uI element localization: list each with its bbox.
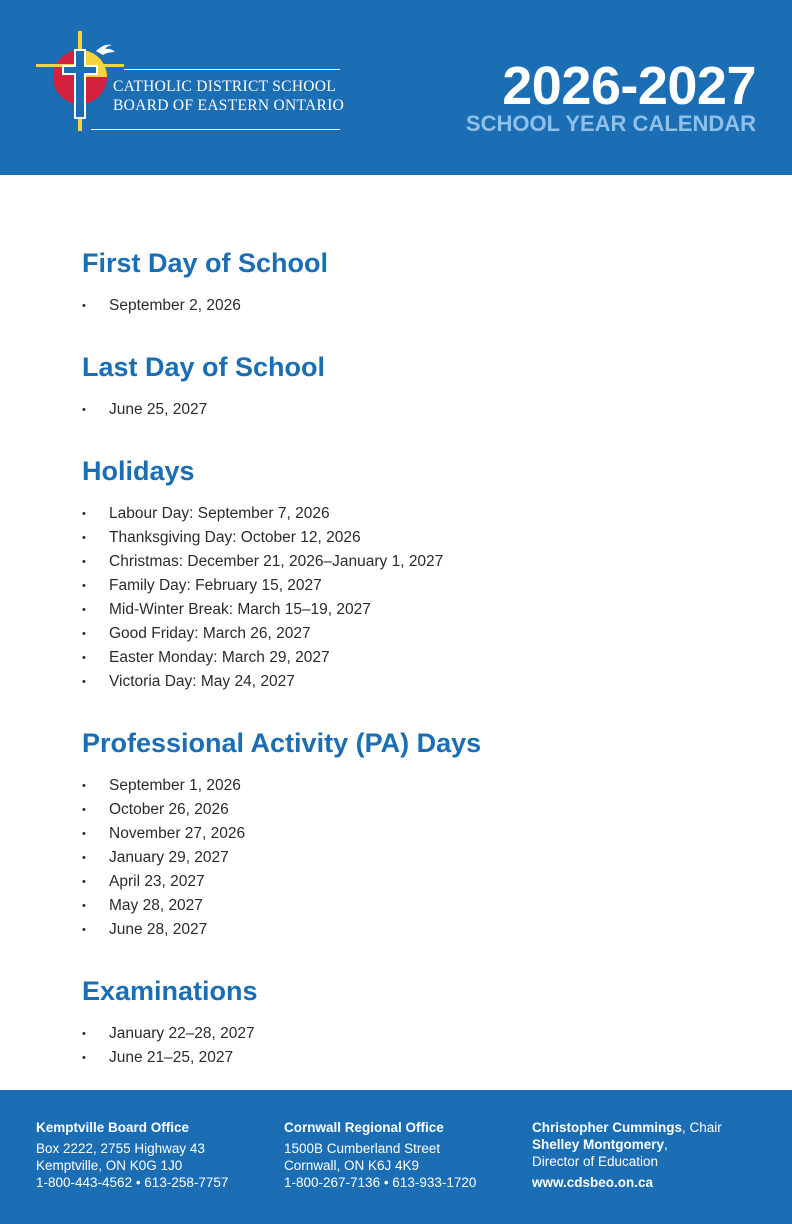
director-name: Shelley Montgomery [532, 1137, 665, 1152]
section-heading: Professional Activity (PA) Days [82, 728, 482, 758]
cornwall-office-title: Cornwall Regional Office [284, 1120, 444, 1135]
date-list-item: • June 21–25, 2027 [82, 1046, 722, 1070]
date-list-item: • January 22–28, 2027 [82, 1022, 722, 1046]
date-list-item: • Thanksgiving Day: October 12, 2026 [82, 526, 722, 550]
cornwall-address-line2: Cornwall, ON K6J 4K9 [284, 1158, 420, 1173]
date-list [82, 1022, 722, 1070]
kemptville-phone: 1-800-443-4562 • 613-258-7757 [36, 1175, 229, 1190]
calendar-content [82, 240, 722, 1096]
calendar-section [82, 344, 722, 422]
date-list-item: • September 2, 2026 [82, 294, 722, 318]
date-list [82, 774, 722, 942]
date-list-item: • October 26, 2026 [82, 798, 722, 822]
director-name-line [532, 1136, 722, 1153]
date-list-item: • January 29, 2027 [82, 846, 722, 870]
board-leadership [532, 1119, 722, 1191]
director-role: Director of Education [532, 1154, 659, 1169]
kemptville-office-title: Kemptville Board Office [36, 1120, 190, 1135]
section-heading: Examinations [82, 976, 258, 1006]
calendar-section [82, 720, 722, 942]
calendar-subtitle: SCHOOL YEAR CALENDAR [465, 111, 756, 136]
calendar-year-title: 2026-2027 [502, 56, 756, 116]
website-link[interactable]: www.cdsbeo.on.ca [532, 1175, 654, 1190]
cornwall-address-line1: 1500B Cumberland Street [284, 1141, 441, 1156]
date-list-item: • Christmas: December 21, 2026–January 1, 2027 [82, 550, 722, 574]
chair-line [532, 1119, 722, 1136]
date-list-item: • April 23, 2027 [82, 870, 722, 894]
calendar-section [82, 240, 722, 318]
date-list [82, 398, 722, 422]
board-logo [36, 31, 346, 133]
footer-banner [0, 1090, 792, 1224]
date-list-item: • Victoria Day: May 24, 2027 [82, 670, 722, 694]
cornwall-office [284, 1119, 476, 1191]
kemptville-address-line2: Kemptville, ON K0G 1J0 [36, 1158, 183, 1173]
date-list [82, 294, 722, 318]
section-heading: Holidays [82, 456, 195, 486]
calendar-section [82, 448, 722, 694]
cornwall-phone: 1-800-267-7136 • 613-933-1720 [284, 1175, 477, 1190]
date-list-item: • June 25, 2027 [82, 398, 722, 422]
date-list-item: • Mid-Winter Break: March 15–19, 2027 [82, 598, 722, 622]
logo-rule-bottom [91, 129, 340, 130]
board-name-line1: CATHOLIC DISTRICT SCHOOL [113, 78, 337, 95]
logo-rule-top [124, 69, 340, 70]
chair-name: Christopher Cummings [532, 1120, 683, 1135]
header-banner [0, 0, 792, 175]
board-name-line2: BOARD OF EASTERN ONTARIO [113, 97, 345, 114]
kemptville-office [36, 1119, 228, 1191]
date-list-item: • September 1, 2026 [82, 774, 722, 798]
section-heading: Last Day of School [82, 352, 326, 382]
date-list-item: • Family Day: February 15, 2027 [82, 574, 722, 598]
chair-role: , Chair [682, 1120, 722, 1135]
date-list-item: • June 28, 2027 [82, 918, 722, 942]
calendar-section [82, 968, 722, 1070]
section-heading: First Day of School [82, 248, 329, 278]
kemptville-address-line1: Box 2222, 2755 Highway 43 [36, 1141, 205, 1156]
date-list-item: • November 27, 2026 [82, 822, 722, 846]
board-name [113, 77, 344, 115]
director-comma: , [664, 1137, 668, 1152]
date-list-item: • Labour Day: September 7, 2026 [82, 502, 722, 526]
date-list-item: • May 28, 2027 [82, 894, 722, 918]
date-list-item: • Easter Monday: March 29, 2027 [82, 646, 722, 670]
date-list [82, 502, 722, 694]
date-list-item: • Good Friday: March 26, 2027 [82, 622, 722, 646]
